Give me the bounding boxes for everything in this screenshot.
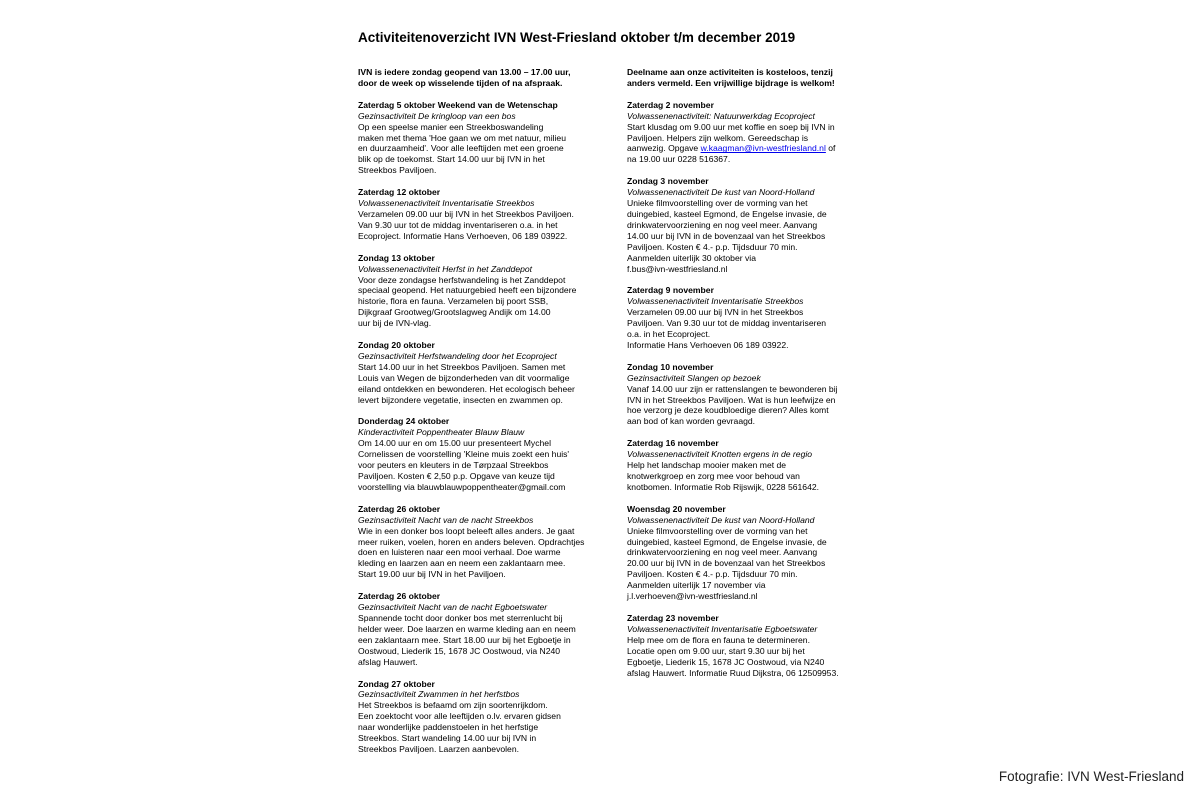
event-line: Start klusdag om 9.00 uur met koffie en soep bij IVN in [627, 121, 835, 132]
left-event-list [358, 100, 620, 755]
event-line: Unieke filmvoorstelling over de vorming van het [627, 198, 808, 209]
event-date: Zondag 10 november [627, 361, 714, 372]
event-line: historie, flora en fauna. Verzamelen bij poort SSB, [358, 296, 549, 307]
event-line: voorstelling via blauwblauwpoppentheater@gmail.com [358, 481, 566, 492]
event-line: Een zoektocht voor alle leeftijden o.lv. ervaren gidsen [358, 711, 561, 722]
event-line: Streekbos Paviljoen. [358, 165, 437, 176]
event-line: Ecoproject. Informatie Hans Verhoeven, 06 189 03922. [358, 230, 568, 241]
right-column [627, 67, 889, 689]
event-line: 14.00 uur bij IVN in de bovenzaal van het Streekbos [627, 230, 826, 241]
event-line: Aanmelden uiterlijk 30 oktober via [627, 252, 756, 263]
event-line: Verzamelen 09.00 uur bij IVN in het Streekbos [627, 307, 804, 318]
event-subtitle: Kinderactiviteit Poppentheater Blauw Blauw [358, 427, 525, 438]
event-line [627, 143, 889, 154]
intro-line: door de week op wisselende tijden of na afspraak. [358, 77, 563, 88]
event-item [627, 176, 889, 274]
event-line: Egboetje, Liederik 15, 1678 JC Oostwoud, via N240 [627, 656, 825, 667]
event-line: maken met thema 'Hoe gaan we om met natuur, milieu [358, 132, 566, 143]
event-line: Paviljoen. Kosten € 4.- p.p. Tijdsduur 70 min. [627, 569, 798, 580]
event-subtitle: Gezinsactiviteit Nacht van de nacht Streekbos [358, 514, 534, 525]
event-line: kleding en laarzen aan en neem een zaklantaarn mee. [358, 558, 566, 569]
event-date: Zondag 13 oktober [358, 252, 435, 263]
event-item [358, 591, 620, 667]
left-column [358, 67, 620, 766]
event-line: Het Streekbos is befaamd om zijn soortenrijkdom. [358, 700, 548, 711]
event-item [627, 438, 889, 493]
event-item [627, 504, 889, 602]
event-item [358, 679, 620, 755]
event-line: Louis van Wegen de bijzonderheden van dit voormalige [358, 372, 570, 383]
event-date: Zaterdag 26 oktober [358, 591, 441, 602]
event-line: hoe verzorg je deze koudbloedige dieren? Alles komt [627, 405, 829, 416]
email-link[interactable]: w.kaagman@ivn-westfriesland.nl [700, 143, 826, 154]
event-subtitle: Gezinsactiviteit Nacht van de nacht Egboetswater [358, 602, 548, 613]
event-date: Zaterdag 16 november [627, 438, 719, 449]
event-subtitle: Gezinsactiviteit Zwammen in het herfstbos [358, 689, 520, 700]
event-line: Unieke filmvoorstelling over de vorming van het [627, 525, 808, 536]
event-subtitle: Volwassenenactiviteit Knotten ergens in de regio [627, 449, 813, 460]
event-line: blik op de toekomst. Start 14.00 uur bij IVN in het [358, 154, 545, 165]
event-line: en duurzaamheid'. Voor alle leeftijden met een groene [358, 143, 564, 154]
event-item [358, 100, 620, 176]
document-title: Activiteitenoverzicht IVN West-Friesland oktober t/m december 2019 [358, 30, 796, 45]
event-item [358, 253, 620, 329]
event-subtitle: Volwassenenactiviteit De kust van Noord-Holland [627, 187, 815, 198]
event-line: Start 19.00 uur bij IVN in het Paviljoen. [358, 569, 506, 580]
event-line: Streekbos Paviljoen. Laarzen aanbevolen. [358, 743, 520, 754]
event-date: Zaterdag 2 november [627, 99, 714, 110]
event-subtitle: Volwassenenactiviteit Inventarisatie Streekbos [358, 198, 535, 209]
event-line: meer ruiken, voelen, horen en anders beleven. Opdrachtjes [358, 536, 585, 547]
event-line: aan bod of kan worden gevraagd. [627, 416, 756, 427]
event-line: helder weer. Doe laarzen en warme kleding aan en neem [358, 623, 576, 634]
event-line: Locatie open om 9.00 uur, start 9.30 uur bij het [627, 645, 805, 656]
event-line: Help het landschap mooier maken met de [627, 460, 787, 471]
event-subtitle: Volwassenenactiviteit: Natuurwerkdag Ecoproject [627, 110, 815, 121]
event-text: of [825, 143, 836, 154]
event-line: afslag Hauwert. [358, 656, 418, 667]
event-item [358, 416, 620, 492]
event-item [358, 340, 620, 405]
event-line: Oostwoud, Liederik 15, 1678 JC Oostwoud, via N240 [358, 645, 561, 656]
event-line: duingebied, kasteel Egmond, de Engelse invasie, de [627, 536, 827, 547]
opening-hours-intro [358, 67, 620, 89]
event-line: voor peuters en kleuters in de Tørpzaal Streekbos [358, 460, 549, 471]
event-subtitle: Volwassenenactiviteit Inventarisatie Streekbos [627, 296, 804, 307]
event-line: Dijkgraaf Grootweg/Grootslagweg Andijk om 14.00 [358, 307, 551, 318]
event-line: eiland ontdekken en bewonderen. Het ecologisch beheer [358, 383, 575, 394]
event-line: Paviljoen. Kosten € 4.- p.p. Tijdsduur 70 min. [627, 241, 798, 252]
event-date: Zaterdag 26 oktober [358, 503, 441, 514]
event-date: Zondag 20 oktober [358, 340, 435, 351]
event-line: knotbomen. Informatie Rob Rijswijk, 0228 561642. [627, 481, 820, 492]
intro-line: IVN is iedere zondag geopend van 13.00 – 17.00 uur, [358, 67, 571, 77]
event-line: Paviljoen. Van 9.30 uur tot de middag inventariseren [627, 318, 827, 329]
event-line: Van 9.30 uur tot de middag inventariseren o.a. in het [358, 219, 558, 230]
event-line: IVN in het Streekbos Paviljoen. Wat is hun leefwijze en [627, 394, 836, 405]
event-line: doen en luisteren naar een mooi verhaal. Doe warme [358, 547, 561, 558]
event-line: Streekbos. Start wandeling 14.00 uur bij IVN in [358, 733, 537, 744]
event-line: Cornelissen de voorstelling 'Kleine muis zoekt een huis' [358, 449, 570, 460]
event-subtitle: Volwassenenactiviteit Inventarisatie Egboetswater [627, 623, 818, 634]
event-line: f.bus@ivn-westfriesland.nl [627, 263, 728, 274]
event-line: Wie in een donker bos loopt beleeft alles anders. Je gaat [358, 525, 575, 536]
event-date: Zondag 27 oktober [358, 678, 435, 689]
event-date: Donderdag 24 oktober [358, 416, 450, 427]
event-item [627, 100, 889, 165]
event-subtitle: Volwassenenactiviteit Herfst in het Zanddepot [358, 263, 533, 274]
right-event-list [627, 176, 889, 678]
event-date: Zaterdag 5 oktober Weekend van de Wetenschap [358, 99, 558, 110]
event-line: een zaklantaarn mee. Start 18.00 uur bij het Egboetje in [358, 634, 571, 645]
event-subtitle: Gezinsactiviteit Herfstwandeling door het Ecoproject [358, 350, 557, 361]
event-line: Paviljoen. Kosten € 2,50 p.p. Opgave van keuze tijd [358, 471, 555, 481]
event-line: o.a. in het Ecoproject. [627, 329, 711, 340]
event-line: Paviljoen. Helpers zijn welkom. Gereedschap is [627, 132, 809, 143]
event-line: Spannende tocht door donker bos met sterrenlucht bij [358, 612, 563, 623]
intro-line: anders vermeld. Een vrijwillige bijdrage is welkom! [627, 77, 835, 88]
event-line: uur bij de IVN-vlag. [358, 318, 432, 329]
event-date: Woensdag 20 november [627, 503, 726, 514]
participation-intro [627, 67, 889, 89]
event-line: Informatie Hans Verhoeven 06 189 03922. [627, 339, 789, 350]
event-line: naar wonderlijke paddenstoelen in het herfstige [358, 722, 539, 733]
event-line: Om 14.00 uur en om 15.00 uur presenteert Mychel [358, 438, 551, 449]
event-date: Zaterdag 12 oktober [358, 187, 441, 198]
event-line: levert bijzondere vegetatie, insecten en zwammen op. [358, 394, 563, 405]
event-item [627, 285, 889, 350]
event-line: 20.00 uur bij IVN in de bovenzaal van het Streekbos [627, 558, 826, 569]
event-line: afslag Hauwert. Informatie Ruud Dijkstra, 06 12509953. [627, 667, 839, 678]
event-item [358, 187, 620, 242]
event-subtitle: Gezinsactiviteit De kringloop van een bos [358, 110, 516, 121]
event-line: Op een speelse manier een Streekboswandeling [358, 121, 544, 132]
event-subtitle: Volwassenenactiviteit De kust van Noord-Holland [627, 514, 815, 525]
event-line: j.l.verhoeven@ivn-westfriesland.nl [627, 591, 758, 602]
event-line: Verzamelen 09.00 uur bij IVN in het Streekbos Paviljoen. [358, 208, 574, 219]
event-line: knotwerkgroep en zorg mee voor behoud van [627, 471, 800, 481]
event-date: Zaterdag 23 november [627, 612, 719, 623]
event-line: duingebied, kasteel Egmond, de Engelse invasie, de [627, 208, 827, 219]
event-line: na 19.00 uur 0228 516367. [627, 154, 731, 165]
event-line: Aanmelden uiterlijk 17 november via [627, 580, 766, 591]
event-line: Voor deze zondagse herfstwandeling is het Zanddepot [358, 274, 566, 285]
event-text: aanwezig. Opgave [627, 143, 701, 154]
event-item [627, 613, 889, 678]
event-line: speciaal geopend. Het natuurgebied heeft een bijzondere [358, 285, 577, 296]
event-item [358, 504, 620, 580]
event-line: Vanaf 14.00 uur zijn er rattenslangen te bewonderen bij [627, 383, 838, 394]
event-date: Zondag 3 november [627, 176, 709, 187]
photo-credit: Fotografie: IVN West-Friesland [998, 769, 1184, 784]
event-line: Start 14.00 uur in het Streekbos Paviljoen. Samen met [358, 361, 566, 372]
event-line: Help mee om de flora en fauna te determineren. [627, 634, 810, 645]
event-item [627, 362, 889, 427]
event-line: drinkwatervoorziening en nog veel meer. Aanvang [627, 219, 818, 230]
event-line: drinkwatervoorziening en nog veel meer. Aanvang [627, 547, 818, 558]
event-subtitle: Gezinsactiviteit Slangen op bezoek [627, 372, 761, 383]
intro-line: Deelname aan onze activiteiten is kosteloos, tenzij [627, 67, 833, 77]
event-date: Zaterdag 9 november [627, 285, 714, 296]
